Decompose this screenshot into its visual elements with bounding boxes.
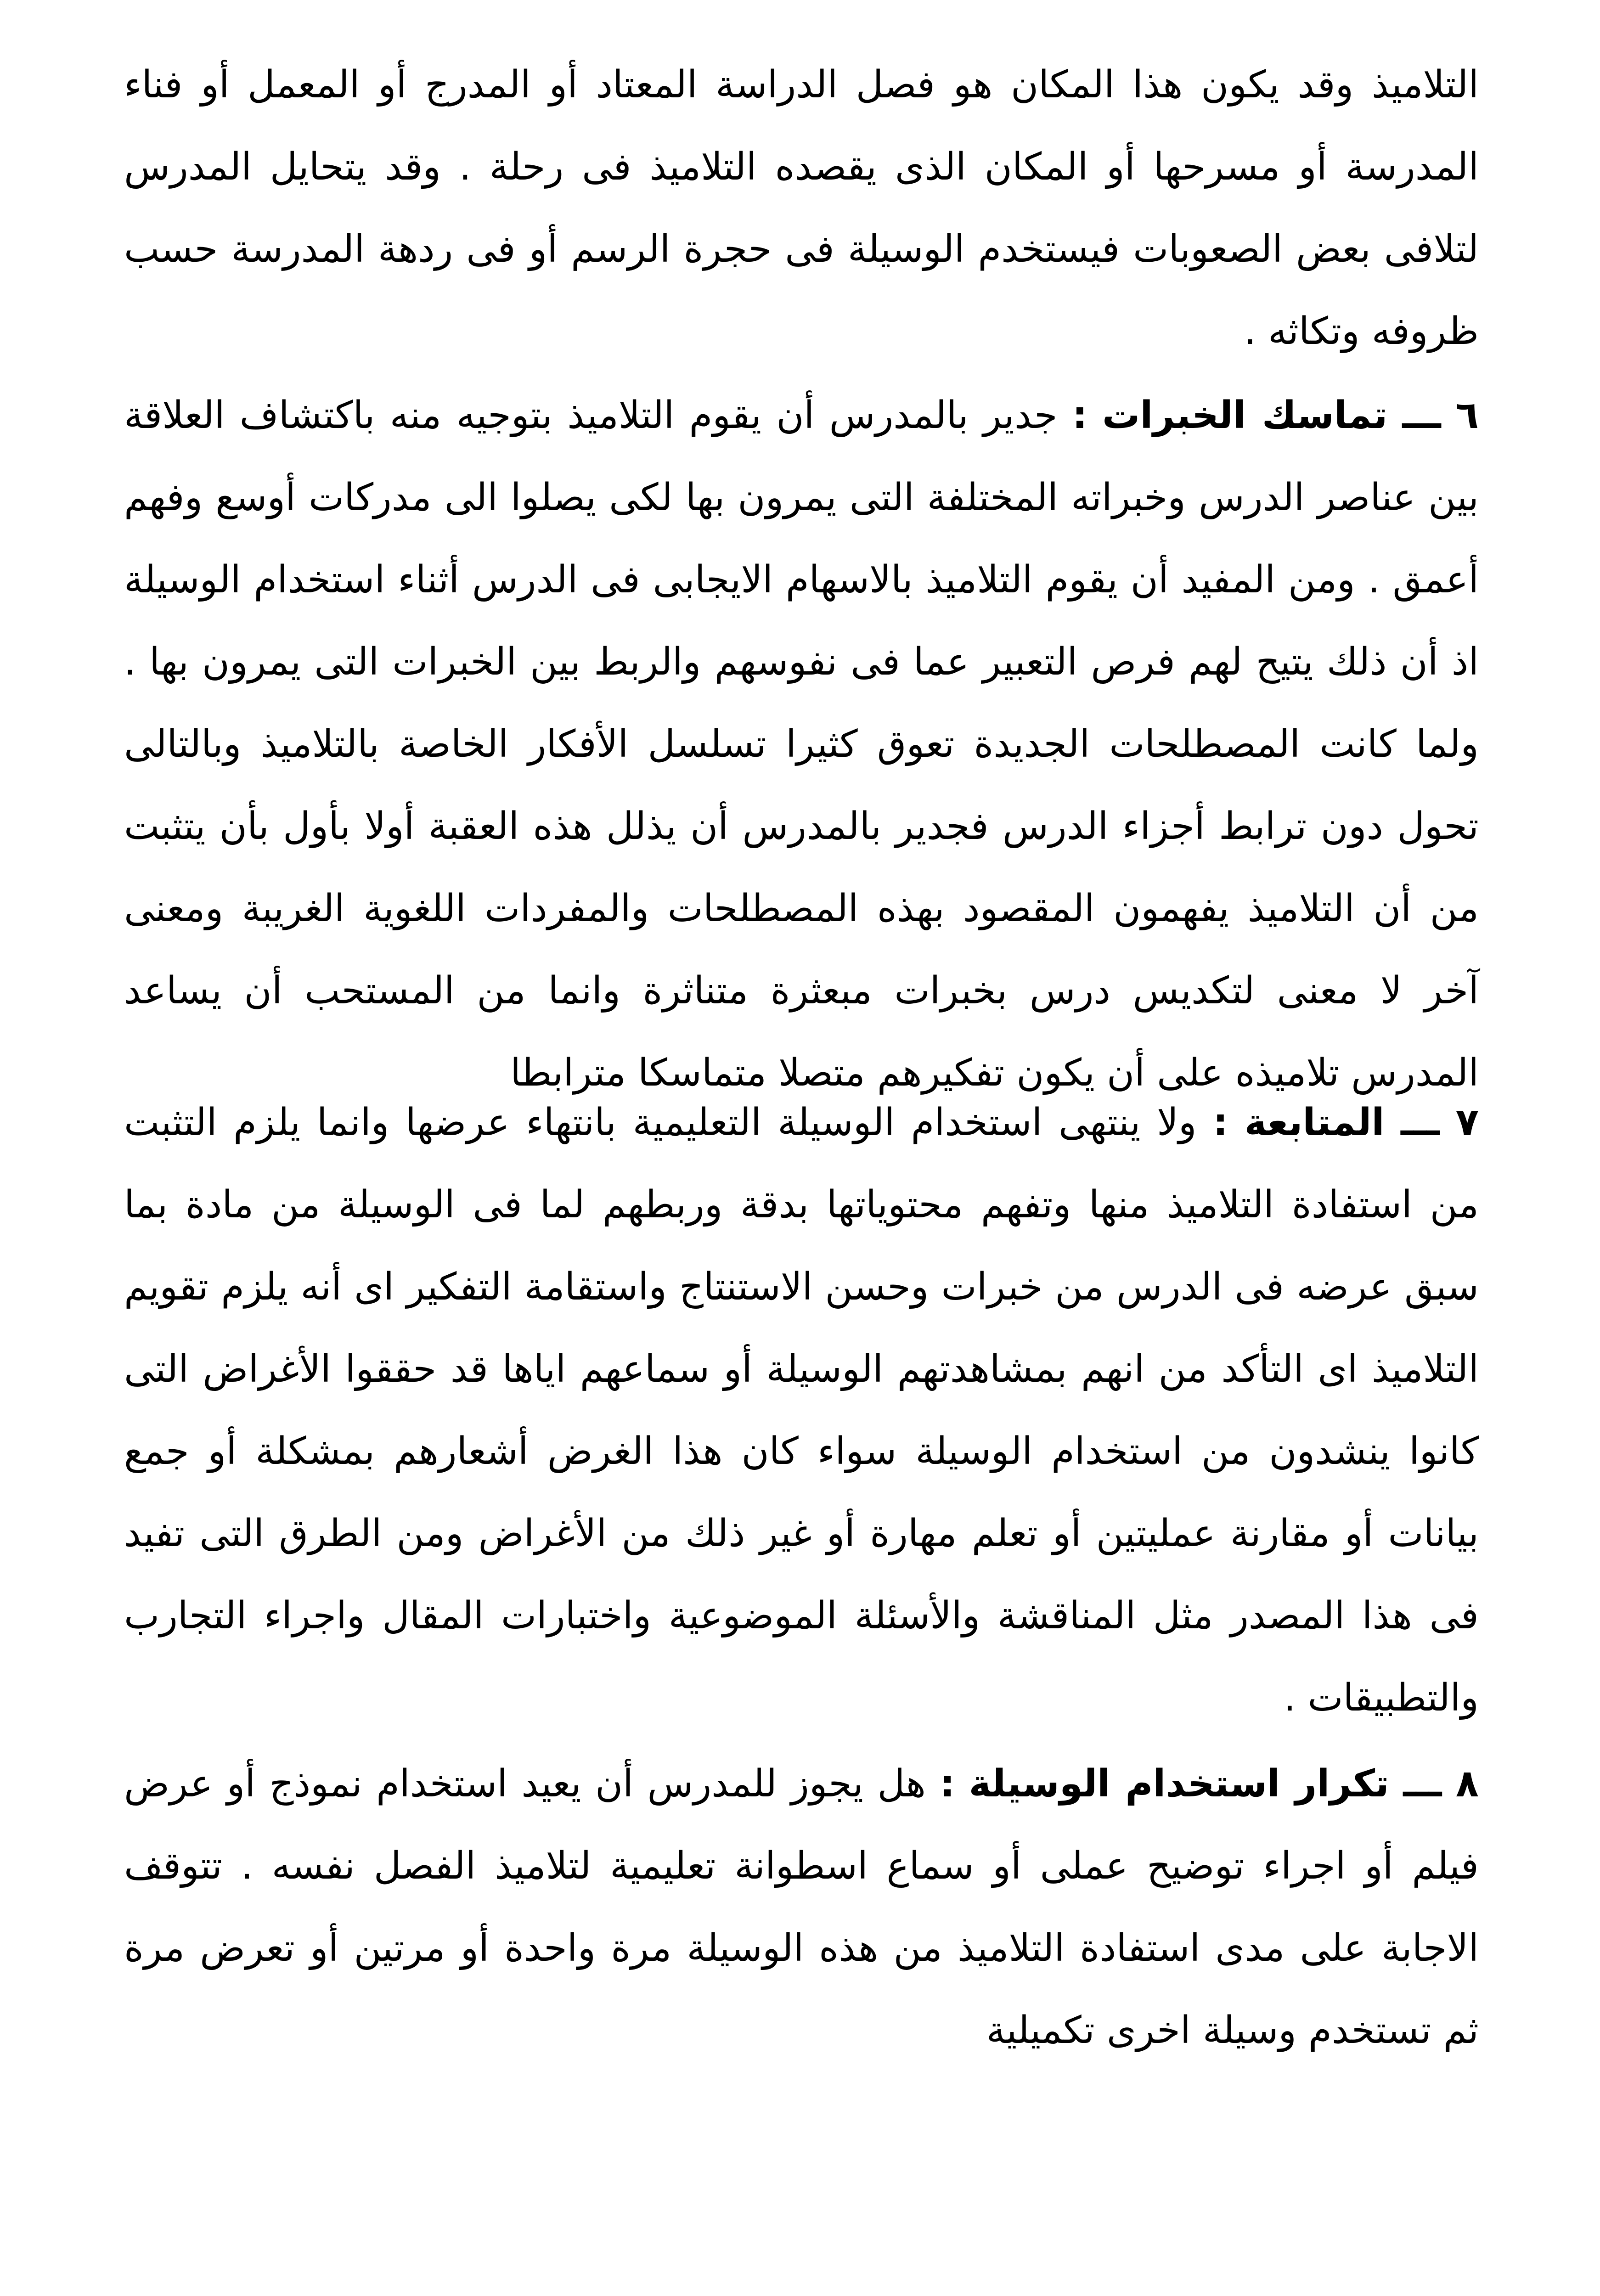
paragraph-3-heading: المتابعة xyxy=(1244,1101,1385,1144)
paragraph-2 xyxy=(124,374,1479,1114)
paragraph-2-heading: تماسك الخبرات xyxy=(1102,394,1388,437)
paragraph-3-text: ولا ينتهى استخدام الوسيلة التعليمية بانتهاء عرضها وانما يلزم التثبت من استفادة التلاميذ منها وتفهم محتوياتها بدقة وربطهم لما فى الوسيلة من مادة بما سبق عرضه فى الدرس من خبرات وحسن الاستنتاج واستقامة التفكير اى أنه يلزم تقويم التلاميذ اى التأكد من انهم بمشاهدتهم الوسيلة أو سماعهم اياها قد حققوا الأغراض التى كانوا ينشدون من استخدام الوسيلة سواء كان هذا الغرض أشعارهم بمشكلة أو جمع بيانات أو مقارنة عمليتين أو تعلم مهارة أو غير ذلك من الأغراض ومن الطرق التى تفيد فى هذا المصدر مثل المناقشة والأسئلة الموضوعية واختبارات المقال واجراء التجارب والتطبيقات . xyxy=(124,1101,1479,1720)
paragraph-2-colon: : xyxy=(1072,394,1087,437)
paragraph-2-dash: ـــ xyxy=(1402,394,1441,437)
paragraph-3-colon: : xyxy=(1213,1101,1228,1144)
paragraph-3-dash: ـــ xyxy=(1401,1101,1440,1144)
paragraph-2-text: جدير بالمدرس أن يقوم التلاميذ بتوجيه منه باكتشاف العلاقة بين عناصر الدرس وخبراته المختلفة التى يمرون بها لكى يصلوا الى مدركات أوسع وفهم أعمق . ومن المفيد أن يقوم التلاميذ بالاسهام الايجابى فى الدرس أثناء استخدام الوسيلة اذ أن ذلك يتيح لهم فرص التعبير عما فى نفوسهم والربط بين الخبرات التى يمرون بها . ولما كانت المصطلحات الجديدة تعوق كثيرا تسلسل الأفكار الخاصة بالتلاميذ وبالتالى تحول دون ترابط أجزاء الدرس فجدير بالمدرس أن يذلل هذه العقبة أولا بأول بأن يتثبت من أن التلاميذ يفهمون المقصود بهذه المصطلحات والمفردات اللغوية الغريبة ومعنى آخر لا معنى لتكديس درس بخبرات مبعثرة متناثرة وانما من المستحب أن يساعد المدرس تلاميذه على أن يكون تفكيرهم متصلا متماسكا مترابطا xyxy=(124,394,1479,1095)
paragraph-3 xyxy=(124,1081,1479,1739)
paragraph-1 xyxy=(124,44,1479,372)
paragraph-3-number: ٧ xyxy=(1455,1101,1479,1144)
paragraph-4-heading: تكرار استخدام الوسيلة xyxy=(969,1762,1389,1806)
paragraph-1-text: التلاميذ وقد يكون هذا المكان هو فصل الدراسة المعتاد أو المدرج أو المعمل أو فناء المدرسة أو مسرحها أو المكان الذى يقصده التلاميذ فى رحلة . وقد يتحايل المدرس لتلافى بعض الصعوبات فيستخدم الوسيلة فى حجرة الرسم أو فى ردهة المدرسة حسب ظروفه وتكاثه . xyxy=(124,63,1479,353)
paragraph-4 xyxy=(124,1743,1479,2071)
paragraph-4-number: ٨ xyxy=(1455,1762,1479,1806)
paragraph-4-text: هل يجوز للمدرس أن يعيد استخدام نموذج أو عرض فيلم أو اجراء توضيح عملى أو سماع اسطوانة تعليمية لتلاميذ الفصل نفسه . تتوقف الاجابة على مدى استفادة التلاميذ من هذه الوسيلة مرة واحدة أو مرتين أو تعرض مرة ثم تستخدم وسيلة اخرى تكميلية xyxy=(124,1762,1479,2052)
paragraph-4-colon: : xyxy=(940,1762,955,1806)
paragraph-2-number: ٦ xyxy=(1455,394,1479,437)
paragraph-4-dash: ـــ xyxy=(1403,1762,1442,1806)
